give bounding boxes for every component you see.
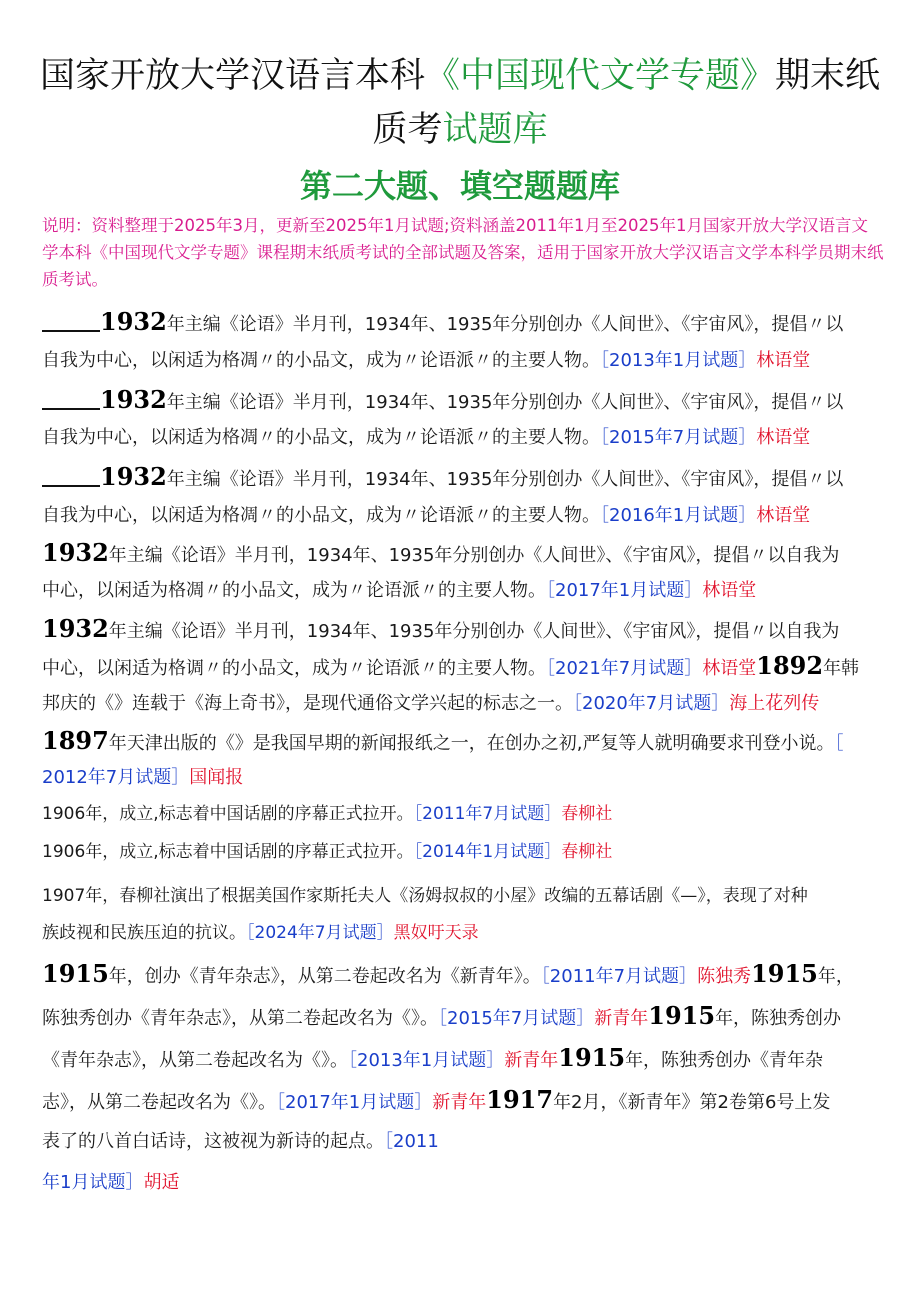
- question-text: 邦庆的《》连载于《海上奇书》，是现代通俗文学兴起的标志之一。: [42, 693, 573, 714]
- fill-blank: [42, 465, 100, 487]
- question-line: [42, 423, 810, 453]
- year: 1932: [100, 307, 167, 336]
- exam-tag: ［2011年7月试题］: [413, 804, 562, 824]
- question-text: 年主编《论语》半月刊，1934年、1935年分别创办《人间世》、《宇宙风》，提倡〃以自我为: [108, 621, 840, 642]
- answer: 林语堂: [702, 580, 757, 601]
- question-line: [42, 307, 843, 340]
- title-highlight: 试题库: [442, 110, 548, 150]
- question-text: 年天津出版的《》是我国早期的新闻报纸之一，在创办之初,严复等人就明确要求刊登小说。: [108, 733, 835, 754]
- exam-tag: ［2011年7月试题］: [540, 966, 698, 987]
- question-line: [42, 1127, 439, 1157]
- question-text: 年主编《论语》半月刊，1934年、1935年分别创办《人间世》、《宇宙风》，提倡〃以自我为: [108, 545, 840, 566]
- exam-tag: ［2011: [384, 1131, 439, 1152]
- question-line: [42, 837, 612, 867]
- question-text: 志》，从第二卷起改名为《》。: [42, 1092, 276, 1113]
- question-text: 年，创办《青年杂志》，从第二卷起改名为《新青年》。: [108, 966, 541, 987]
- answer: 新青年: [594, 1008, 649, 1029]
- exam-tag: ［2017年1月试题］: [276, 1092, 433, 1113]
- question-line: [42, 959, 854, 992]
- question-text: 自我为中心，以闲适为格凋〃的小品文，成为〃论语派〃的主要人物。: [42, 350, 600, 371]
- year: 1915: [558, 1043, 626, 1072]
- exam-tag: 2012年7月试题］: [42, 767, 190, 788]
- answer: 林语堂: [756, 350, 811, 371]
- question-line: [42, 881, 808, 911]
- answer: 春柳社: [561, 842, 613, 862]
- year: 1915: [751, 959, 818, 988]
- question-line: [42, 799, 612, 829]
- question-text: 年，: [817, 966, 854, 987]
- course-name: 《中国现代文学专题》: [424, 56, 775, 96]
- title-text: 期末纸: [775, 56, 881, 96]
- year: 1932: [42, 538, 109, 567]
- question-text: 表了的八首白话诗，这被视为新诗的起点。: [42, 1131, 384, 1152]
- question-line: [42, 763, 243, 793]
- question-text: 年主编《论语》半月刊，1934年、1935年分别创办《人间世》、《宇宙风》，提倡〃以: [166, 392, 844, 413]
- answer: 胡适: [143, 1172, 180, 1193]
- question-text: 1907年，春柳社演出了根据美国作家斯托夫人《汤姆叔叔的小屋》改编的五幕话剧《—》，表现了对种: [42, 886, 808, 906]
- question-text: 自我为中心，以闲适为格凋〃的小品文，成为〃论语派〃的主要人物。: [42, 427, 600, 448]
- fill-blank: [42, 310, 100, 332]
- question-text: 《青年杂志》，从第二卷起改名为《》。: [42, 1050, 348, 1071]
- fill-blank: [42, 388, 100, 410]
- question-line: [42, 385, 843, 418]
- question-text: 1906年，成立,标志着中国话剧的序幕正式拉开。: [42, 842, 414, 862]
- question-text: 1906年，成立,标志着中国话剧的序幕正式拉开。: [42, 804, 414, 824]
- year: 1932: [100, 385, 167, 414]
- question-line: [42, 1085, 830, 1118]
- document-title-line2: [20, 102, 900, 158]
- question-line: [42, 576, 756, 606]
- question-line: [42, 614, 839, 647]
- exam-tag: ［2020年7月试题］: [573, 693, 730, 714]
- question-line: [42, 918, 479, 948]
- exam-tag: 年1月试题］: [42, 1172, 144, 1193]
- document-title-line1: [20, 48, 900, 104]
- question-text: 年2月，《新青年》第2卷第6号上发: [553, 1092, 831, 1113]
- exam-tag: ［2024年7月试题］: [246, 923, 394, 943]
- year: 1932: [100, 462, 167, 491]
- question-text: 年主编《论语》半月刊，1934年、1935年分别创办《人间世》、《宇宙风》，提倡〃以: [166, 469, 844, 490]
- answer: 黑奴吁天录: [393, 923, 479, 943]
- exam-tag: ［2013年1月试题］: [600, 350, 757, 371]
- answer: 陈独秀: [697, 966, 752, 987]
- exam-tag: ［2015年7月试题］: [438, 1008, 595, 1029]
- answer: 新青年: [432, 1092, 487, 1113]
- question-line: [42, 462, 843, 495]
- question-line: [42, 1043, 823, 1076]
- exam-tag: ［: [834, 733, 844, 754]
- question-line: [42, 651, 859, 684]
- year: 1897: [42, 726, 109, 755]
- question-line: [42, 1001, 841, 1034]
- answer: 海上花列传: [729, 693, 820, 714]
- document-note: 说明：资料整理于2025年3月，更新至2025年1月试题;资料涵盖2011年1月至2025年1月国家开放大学汉语言文学本科《中国现代文学专题》课程期末纸质考试的全部试题及答案，适用于国家开放大学汉语言文学本科学员期末纸质考试。: [42, 216, 884, 289]
- question-text: 年韩: [823, 658, 860, 679]
- exam-tag: ［2015年7月试题］: [600, 427, 757, 448]
- exam-tag: ［2013年1月试题］: [348, 1050, 505, 1071]
- question-line: [42, 689, 819, 719]
- question-line: [42, 726, 844, 759]
- exam-tag: ［2017年1月试题］: [546, 580, 703, 601]
- exam-tag: ［2016年1月试题］: [600, 505, 757, 526]
- answer: 林语堂: [756, 505, 811, 526]
- year: 1917: [486, 1085, 554, 1114]
- question-text: 自我为中心，以闲适为格凋〃的小品文，成为〃论语派〃的主要人物。: [42, 505, 600, 526]
- question-text: 族歧视和民族压迫的抗议。: [42, 923, 246, 943]
- question-text: 年主编《论语》半月刊，1934年、1935年分别创办《人间世》、《宇宙风》，提倡〃以: [166, 314, 844, 335]
- question-line: [42, 346, 810, 376]
- answer: 春柳社: [561, 804, 613, 824]
- year: 1932: [42, 614, 109, 643]
- question-text: 陈独秀创办《青年杂志》，从第二卷起改名为《》。: [42, 1008, 438, 1029]
- question-line: [42, 1168, 179, 1198]
- question-text: 年，陈独秀创办: [715, 1008, 842, 1029]
- question-text: 年，陈独秀创办《青年杂: [625, 1050, 824, 1071]
- year: 1892: [756, 651, 824, 680]
- question-text: 中心，以闲适为格凋〃的小品文，成为〃论语派〃的主要人物。: [42, 580, 546, 601]
- exam-tag: ［2021年7月试题］: [546, 658, 703, 679]
- answer: 国闻报: [189, 767, 244, 788]
- answer: 林语堂: [756, 427, 811, 448]
- question-line: [42, 501, 810, 531]
- title-text: 质考: [372, 110, 443, 150]
- title-text: 国家开放大学汉语言本科: [39, 56, 425, 96]
- year: 1915: [42, 959, 109, 988]
- answer: 林语堂: [702, 658, 757, 679]
- question-text: 中心，以闲适为格调〃的小品文，成为〃论语派〃的主要人物。: [42, 658, 546, 679]
- year: 1915: [648, 1001, 716, 1030]
- exam-tag: ［2014年1月试题］: [413, 842, 562, 862]
- section-subtitle: 第二大题、填空题题库: [299, 167, 620, 205]
- question-line: [42, 538, 839, 571]
- answer: 新青年: [504, 1050, 559, 1071]
